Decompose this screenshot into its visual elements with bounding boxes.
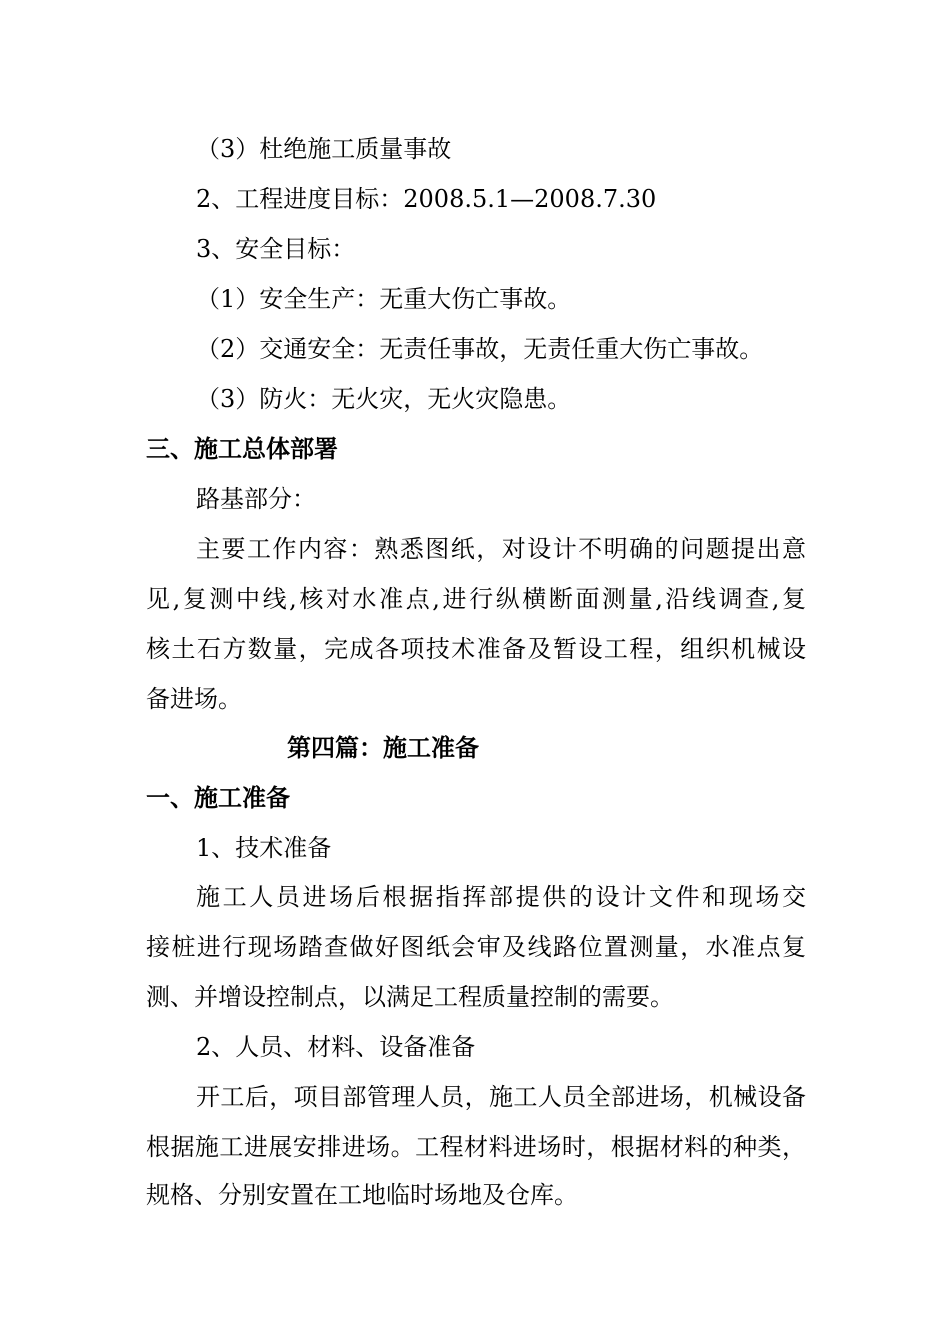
technical-prep-heading: 1、技术准备 <box>196 834 332 862</box>
safety-target-heading: 3、安全目标： <box>196 235 356 263</box>
resources-prep-heading: 2、人员、材料、设备准备 <box>196 1033 476 1061</box>
safety-item-1: （1）安全生产：无重大伤亡事故。 <box>196 285 572 313</box>
paragraph-line: 见,复测中线,核对水准点,进行纵横断面测量,沿线调查,复 <box>146 585 806 613</box>
safety-item-2: （2）交通安全：无责任事故，无责任重大伤亡事故。 <box>196 335 764 363</box>
paragraph-line: 施工人员进场后根据指挥部提供的设计文件和现场交 <box>196 883 806 911</box>
paragraph-line: 根据施工进展安排进场。工程材料进场时，根据材料的种类， <box>146 1133 806 1161</box>
paragraph-line: 开工后，项目部管理人员，施工人员全部进场，机械设备 <box>196 1083 806 1111</box>
safety-item-3: （3）防火：无火灾，无火灾隐患。 <box>196 385 572 413</box>
paragraph-line: 测、并增设控制点，以满足工程质量控制的需要。 <box>146 983 674 1011</box>
subgrade-label: 路基部分： <box>196 485 316 513</box>
section-heading-deployment: 三、施工总体部署 <box>146 435 338 463</box>
paragraph-line: 接桩进行现场踏查做好图纸会审及线路位置测量，水准点复 <box>146 933 806 961</box>
chapter-title: 第四篇：施工准备 <box>287 734 479 762</box>
paragraph-line: 规格、分别安置在工地临时场地及仓库。 <box>146 1181 578 1209</box>
schedule-target: 2、工程进度目标：2008.5.1—2008.7.30 <box>196 185 657 213</box>
paragraph-line: 备进场。 <box>146 685 242 713</box>
quality-item-3: （3）杜绝施工质量事故 <box>196 135 452 163</box>
paragraph-line: 核土石方数量，完成各项技术准备及暂设工程，组织机械设 <box>146 635 806 663</box>
section-heading-preparation: 一、施工准备 <box>146 784 290 812</box>
paragraph-line: 主要工作内容：熟悉图纸，对设计不明确的问题提出意 <box>196 535 806 563</box>
